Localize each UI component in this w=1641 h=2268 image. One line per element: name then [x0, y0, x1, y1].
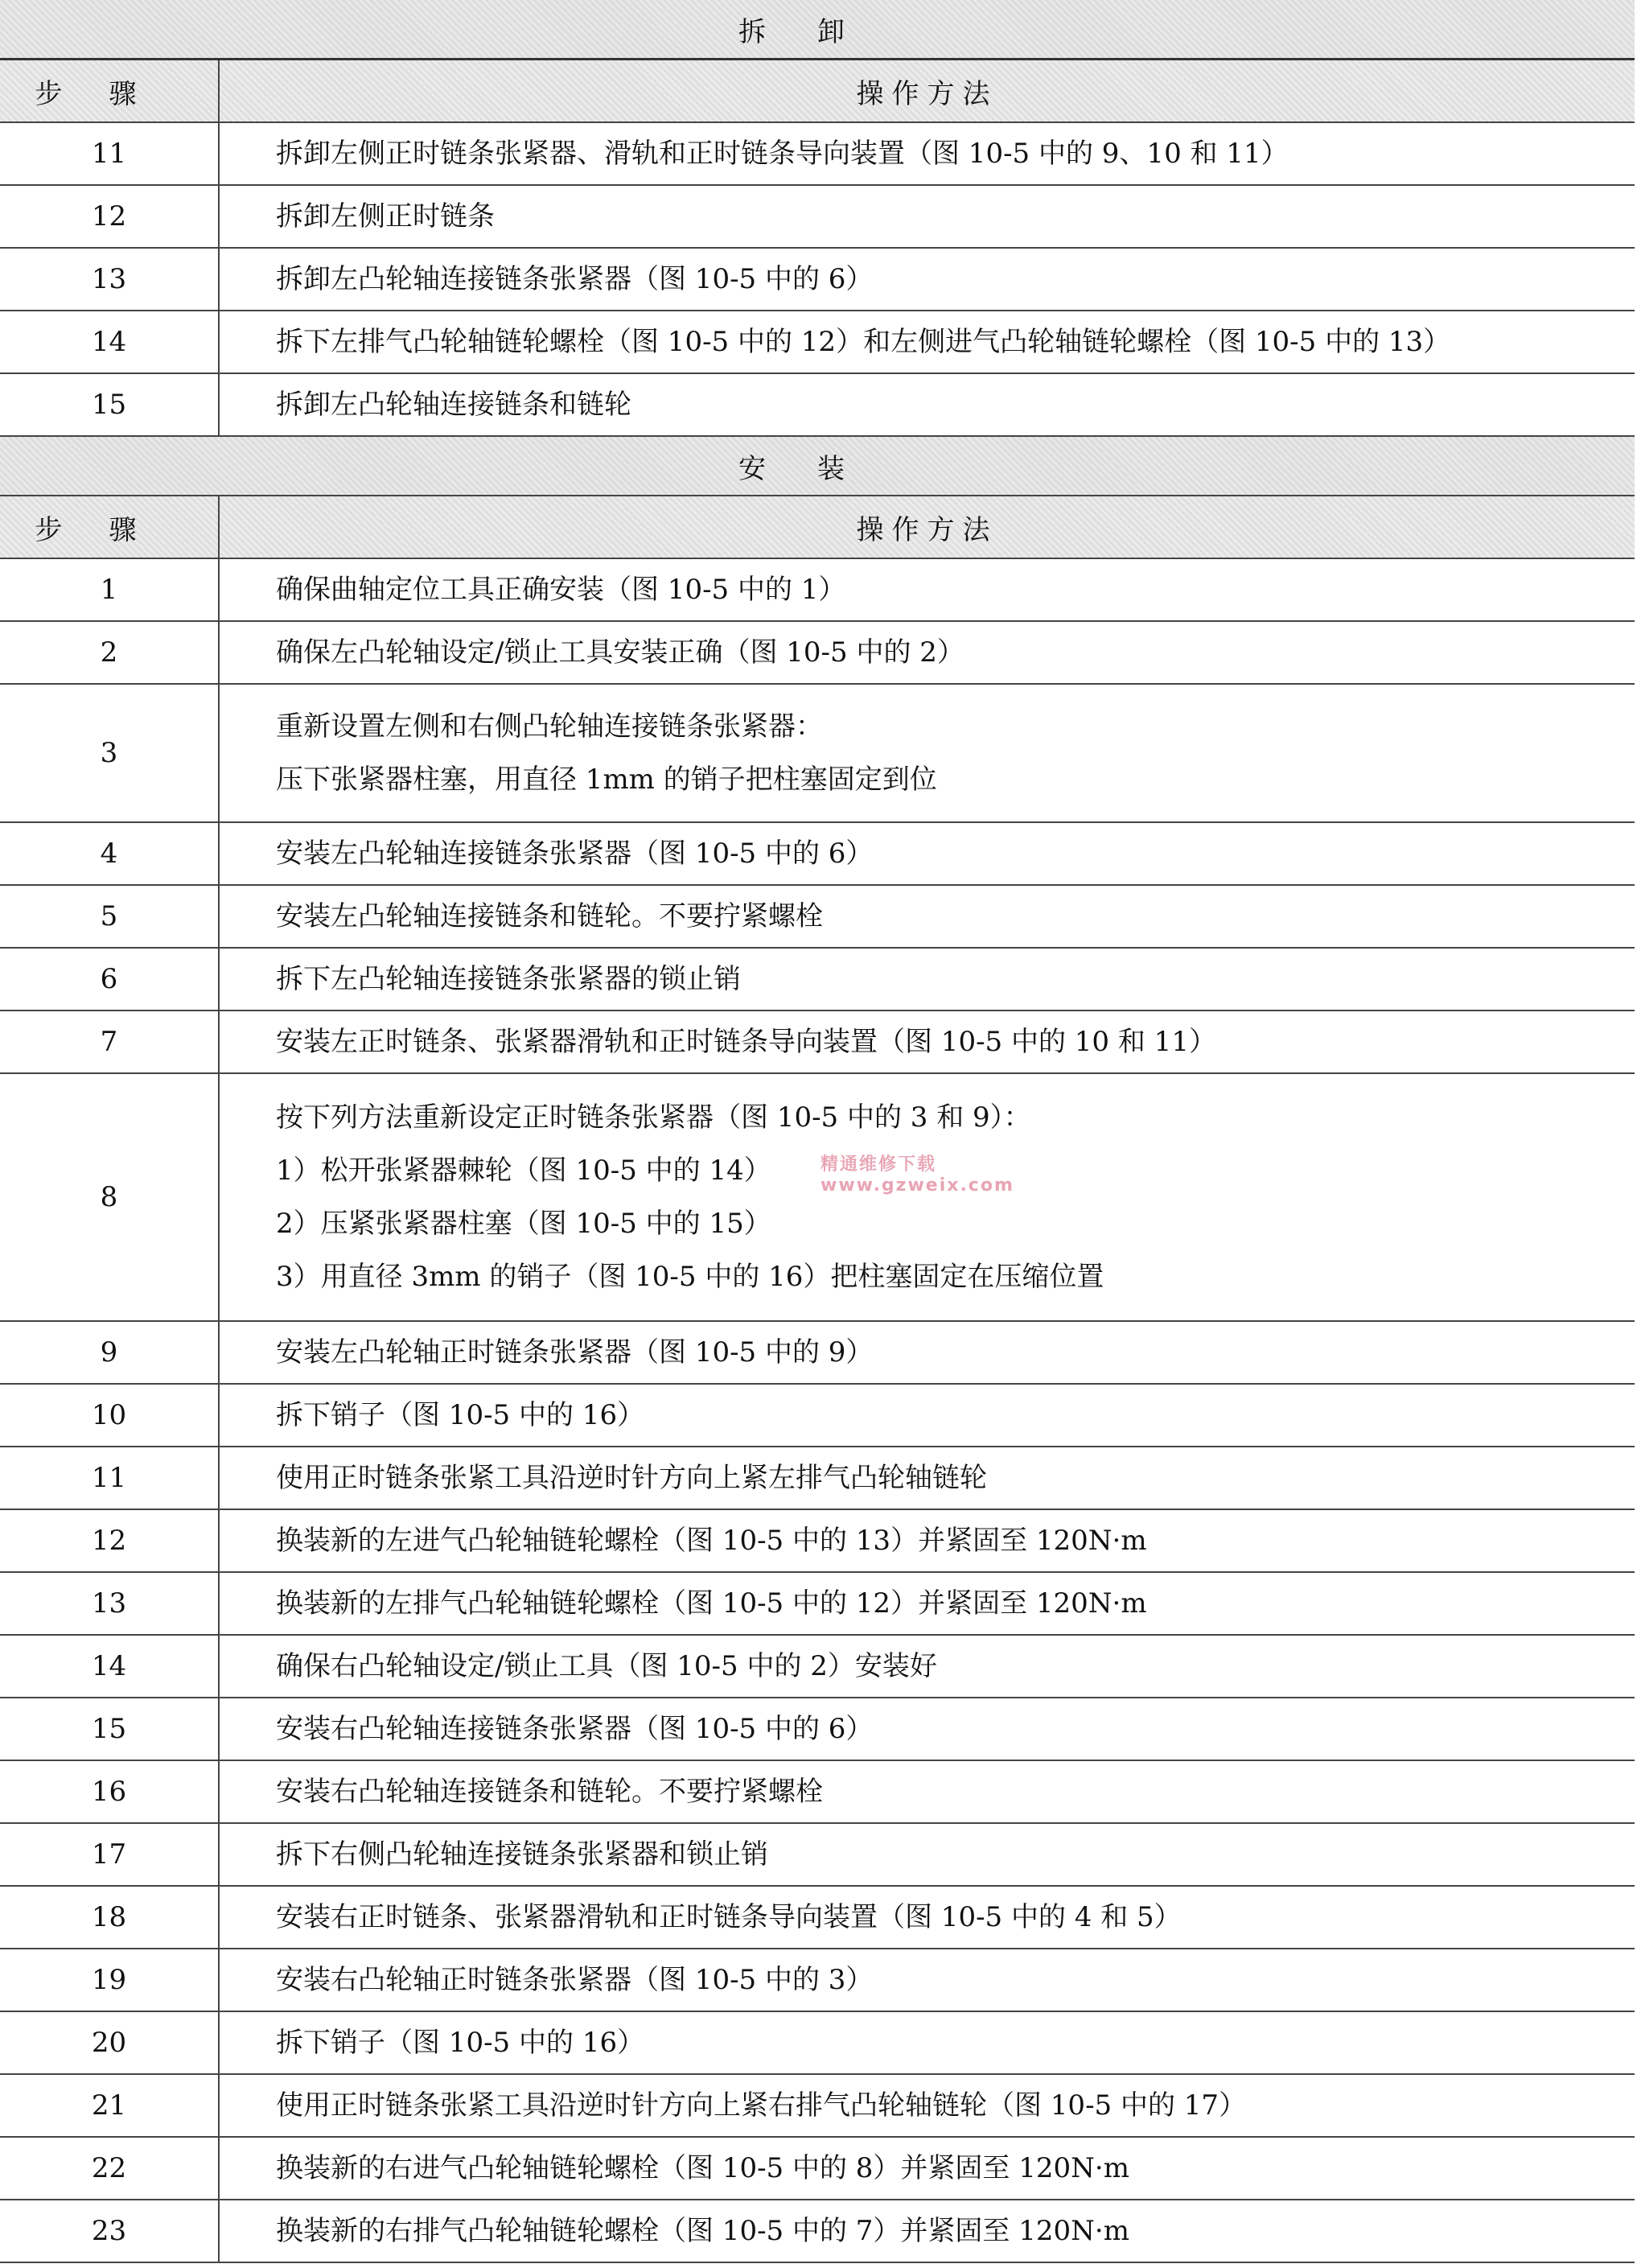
step-description-line: 压下张紧器柱塞，用直径 1mm 的销子把柱塞固定到位 [276, 764, 937, 796]
removal-header-row [0, 60, 1635, 123]
step-description: 拆卸左凸轮轴连接链条张紧器（图 10-5 中的 6） [219, 248, 1635, 311]
installation-method-header: 操作方法 [219, 496, 1635, 558]
step-description [219, 1447, 1635, 1509]
installation-row [0, 1698, 1635, 1760]
step-description-line: 使用正时链条张紧工具沿逆时针方向上紧右排气凸轮轴链轮（图 10-5 中的 17） [276, 2089, 1247, 2122]
watermark-url: www.gzweix.com [820, 1175, 1014, 1196]
removal-row [0, 373, 1635, 436]
installation-row [0, 684, 1635, 822]
step-description-line: 确保右凸轮轴设定/锁止工具（图 10-5 中的 2）安装好 [276, 1650, 937, 1682]
step-description: 拆卸左凸轮轴连接链条和链轮 [219, 373, 1635, 436]
step-description [219, 1509, 1635, 1572]
installation-row [0, 1572, 1635, 1635]
step-description-line: 安装左凸轮轴正时链条张紧器（图 10-5 中的 9） [276, 1336, 874, 1369]
step-description [219, 2137, 1635, 2200]
step-number: 15 [0, 373, 219, 436]
removal-section-title: 拆卸 [0, 0, 1635, 60]
step-description [219, 822, 1635, 885]
step-number: 14 [0, 1635, 219, 1698]
installation-row [0, 885, 1635, 948]
step-description-line: 重新设置左侧和右侧凸轮轴连接链条张紧器： [276, 710, 823, 743]
installation-row [0, 1823, 1635, 1886]
step-number: 3 [0, 684, 219, 822]
step-description-line: 拆下右侧凸轮轴连接链条张紧器和锁止销 [276, 1838, 768, 1871]
installation-step-header: 步骤 [0, 496, 219, 558]
step-description-line: 按下列方法重新设定正时链条张紧器（图 10-5 中的 3 和 9）： [276, 1101, 1031, 1134]
step-description-line: 拆下左凸轮轴连接链条张紧器的锁止销 [276, 963, 741, 995]
step-description-line: 安装右正时链条、张紧器滑轨和正时链条导向装置（图 10-5 中的 4 和 5） [276, 1901, 1182, 1933]
installation-row [0, 948, 1635, 1011]
installation-row [0, 1073, 1635, 1321]
step-description [219, 621, 1635, 684]
step-number: 21 [0, 2074, 219, 2137]
step-description [219, 684, 1635, 822]
removal-row [0, 248, 1635, 311]
step-description [219, 2011, 1635, 2074]
installation-row [0, 1011, 1635, 1073]
step-description: 拆卸左侧正时链条张紧器、滑轨和正时链条导向装置（图 10-5 中的 9、10 和 11） [219, 122, 1635, 185]
step-description-line: 1）松开张紧器棘轮（图 10-5 中的 14） [276, 1155, 771, 1187]
installation-row [0, 2137, 1635, 2200]
step-description: 拆下左排气凸轮轴链轮螺栓（图 10-5 中的 12）和左侧进气凸轮轴链轮螺栓（图 10-5 中的 13） [219, 311, 1635, 373]
step-description-line: 2）压紧张紧器柱塞（图 10-5 中的 15） [276, 1208, 771, 1240]
installation-row [0, 1949, 1635, 2011]
step-number: 9 [0, 1321, 219, 1384]
step-number: 1 [0, 558, 219, 621]
step-description [219, 1949, 1635, 2011]
step-number: 16 [0, 1760, 219, 1823]
installation-row [0, 1321, 1635, 1384]
step-description [219, 558, 1635, 621]
step-number: 7 [0, 1011, 219, 1073]
installation-row [0, 2074, 1635, 2137]
step-description [219, 1073, 1635, 1321]
step-description [219, 948, 1635, 1011]
step-description-line: 拆下销子（图 10-5 中的 16） [276, 2027, 645, 2059]
removal-method-header: 操作方法 [219, 60, 1635, 123]
step-description-line: 换装新的左排气凸轮轴链轮螺栓（图 10-5 中的 12）并紧固至 120N·m [276, 1587, 1147, 1620]
step-description-line: 安装右凸轮轴正时链条张紧器（图 10-5 中的 3） [276, 1964, 874, 1996]
step-number: 20 [0, 2011, 219, 2074]
step-description-line: 使用正时链条张紧工具沿逆时针方向上紧左排气凸轮轴链轮 [276, 1462, 987, 1494]
step-description [219, 1384, 1635, 1447]
step-description-line: 安装左凸轮轴连接链条和链轮。不要拧紧螺栓 [276, 900, 823, 932]
installation-section-row [0, 436, 1635, 496]
step-description-line: 拆下销子（图 10-5 中的 16） [276, 1399, 645, 1431]
step-number: 13 [0, 1572, 219, 1635]
step-number: 5 [0, 885, 219, 948]
step-description-line: 3）用直径 3mm 的销子（图 10-5 中的 16）把柱塞固定在压缩位置 [276, 1261, 1104, 1293]
step-description-line: 安装右凸轮轴连接链条张紧器（图 10-5 中的 6） [276, 1713, 874, 1745]
step-description-line: 确保曲轴定位工具正确安装（图 10-5 中的 1） [276, 574, 846, 606]
step-number: 8 [0, 1073, 219, 1321]
removal-row [0, 311, 1635, 373]
step-description-line: 换装新的右进气凸轮轴链轮螺栓（图 10-5 中的 8）并紧固至 120N·m [276, 2152, 1129, 2184]
step-description [219, 1572, 1635, 1635]
installation-row [0, 1886, 1635, 1949]
step-description [219, 1698, 1635, 1760]
step-description-line: 确保左凸轮轴设定/锁止工具安装正确（图 10-5 中的 2） [276, 636, 964, 669]
installation-row [0, 2200, 1635, 2262]
installation-row [0, 1635, 1635, 1698]
step-description-line: 换装新的左进气凸轮轴链轮螺栓（图 10-5 中的 13）并紧固至 120N·m [276, 1525, 1147, 1557]
step-number: 12 [0, 185, 219, 248]
installation-row [0, 1384, 1635, 1447]
step-number: 12 [0, 1509, 219, 1572]
step-number: 11 [0, 122, 219, 185]
installation-row [0, 2011, 1635, 2074]
step-number: 4 [0, 822, 219, 885]
step-number: 17 [0, 1823, 219, 1886]
removal-step-header: 步骤 [0, 60, 219, 123]
step-number: 2 [0, 621, 219, 684]
installation-row [0, 1760, 1635, 1823]
step-description-line: 换装新的右排气凸轮轴链轮螺栓（图 10-5 中的 7）并紧固至 120N·m [276, 2215, 1129, 2247]
step-number: 18 [0, 1886, 219, 1949]
step-description-line: 安装左凸轮轴连接链条张紧器（图 10-5 中的 6） [276, 838, 874, 870]
step-description: 拆卸左侧正时链条 [219, 185, 1635, 248]
installation-row [0, 621, 1635, 684]
installation-row [0, 1447, 1635, 1509]
installation-row [0, 558, 1635, 621]
step-number: 13 [0, 248, 219, 311]
step-description-line: 安装左正时链条、张紧器滑轨和正时链条导向装置（图 10-5 中的 10 和 11） [276, 1026, 1216, 1058]
removal-row [0, 185, 1635, 248]
step-description [219, 1760, 1635, 1823]
step-number: 19 [0, 1949, 219, 2011]
watermark-line: 精通维修下载 [820, 1155, 937, 1175]
installation-section-title: 安装 [0, 436, 1635, 496]
step-number: 22 [0, 2137, 219, 2200]
installation-row [0, 822, 1635, 885]
step-number: 11 [0, 1447, 219, 1509]
step-description [219, 885, 1635, 948]
step-description [219, 1823, 1635, 1886]
step-number: 10 [0, 1384, 219, 1447]
step-description [219, 1321, 1635, 1384]
step-description [219, 1886, 1635, 1949]
watermark [820, 1150, 1014, 1196]
step-description [219, 1635, 1635, 1698]
installation-header-row [0, 496, 1635, 558]
step-number: 6 [0, 948, 219, 1011]
installation-row [0, 1509, 1635, 1572]
step-number: 14 [0, 311, 219, 373]
step-number: 15 [0, 1698, 219, 1760]
removal-section-row [0, 0, 1635, 60]
removal-row [0, 122, 1635, 185]
step-description [219, 2200, 1635, 2262]
step-description [219, 1011, 1635, 1073]
step-description-line: 安装右凸轮轴连接链条和链轮。不要拧紧螺栓 [276, 1776, 823, 1808]
step-number: 23 [0, 2200, 219, 2262]
step-description [219, 2074, 1635, 2137]
